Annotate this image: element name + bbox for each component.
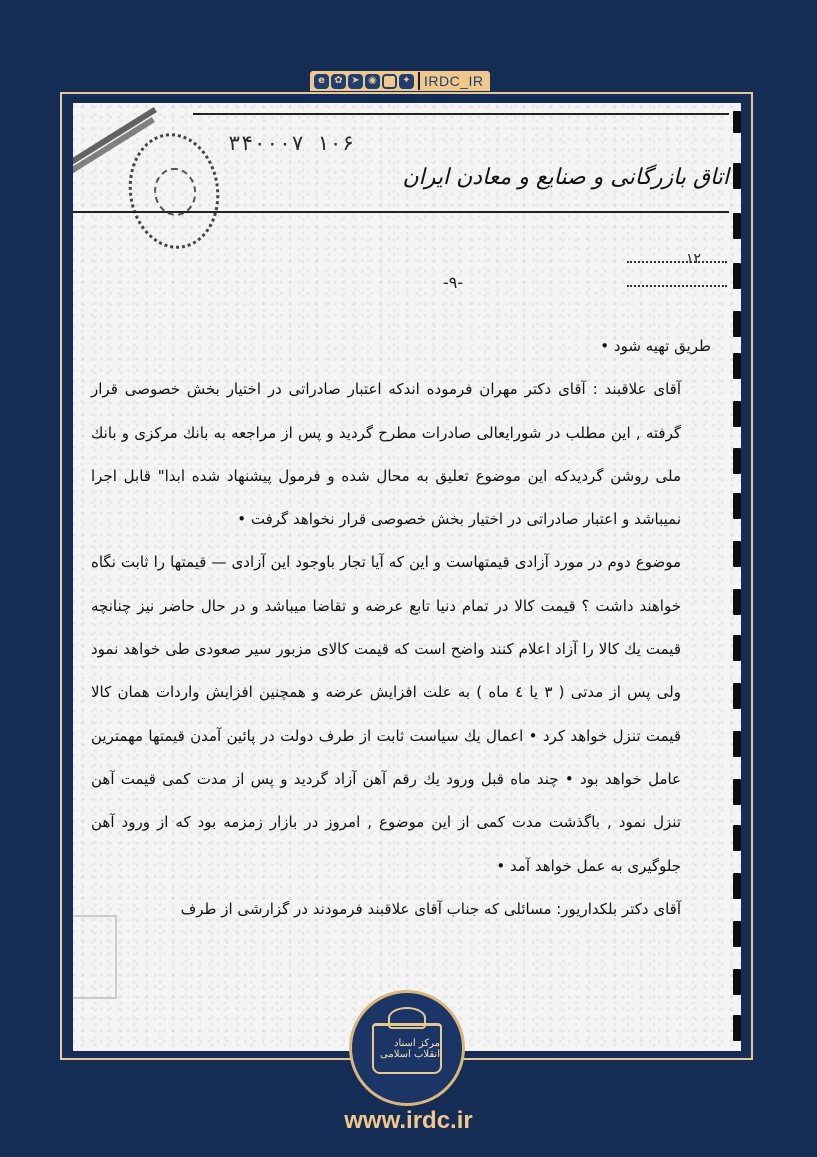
bale-icon[interactable]: ✿ [331, 74, 346, 89]
side-number: ١٢ [685, 251, 701, 267]
document-body [91, 325, 711, 931]
twitter-icon[interactable]: ✦ [399, 74, 414, 89]
website-link[interactable]: www.irdc.ir [344, 1107, 473, 1134]
watermark-logo [73, 915, 117, 999]
rubika-icon[interactable]: ◉ [365, 74, 380, 89]
logo-book-icon [372, 1023, 442, 1074]
document-scan [73, 103, 741, 1051]
social-badge [310, 71, 490, 91]
page-marker: -٩- [443, 273, 464, 292]
social-handle: IRDC_IR [424, 73, 484, 89]
official-seal [121, 127, 226, 254]
header-rule [193, 113, 729, 115]
telegram-icon[interactable]: ➤ [348, 74, 363, 89]
irdc-logo[interactable] [349, 990, 465, 1106]
paragraph: آقای دکتر بلکداریور: مسائلی که جناب آقای علاقبند فرمودند در گزارشی از طرف [180, 899, 681, 918]
header-rule [73, 211, 729, 213]
badge-divider [418, 72, 420, 90]
paragraph: آقای علاقبند : آقای دکتر مهران فرموده اندکه اعتبار صادراتی در اختیار بخش خصوصی قرار گرفته , این مطلب در شورایعالی صادرات مطرح گردید و پس از مراجعه به بانك مرکزی و بانك ملی روشن گردیدکه این موضوع تعلیق به محال شده و فرمول پیشنهاد شده ابدا" قابل اجرا نمیباشد و اعتبار صادراتی در اختیار بخش خصوصی قرار نخواهد گرفت • [91, 380, 681, 529]
logo-text: مرکز اسناد انقلاب اسلامی [380, 1037, 440, 1060]
paragraph: طریق تهیه شود • [600, 337, 711, 355]
eitaa-icon[interactable]: e [314, 74, 329, 89]
binding-marks [733, 103, 741, 1051]
dotted-line [627, 285, 727, 287]
paragraph: موضوع دوم در مورد آزادی قیمتهاست و این که آیا تجار باوجود این آزادی — قیمتها را ثابت نگاه خواهند داشت ؟ قیمت کالا در تمام دنیا تابع عرضه و تقاضا میباشد و در حال حاضر نیز چنانچه قیمت یك کالا را آزاد اعلام کنند واضح است که قیمت کالای مزبور سیر صعودی طی خواهد نمود ولی پس از مدتی ( ٣ یا ٤ ماه ) به علت افزایش عرضه و همچنین افزایش واردات همان کالا قیمت تنزل خواهد کرد • اعمال یك سیاست ثابت از طرف دولت در پائین آمدن قیمتها مهمترین عامل خواهد بود • چند ماه قبل ورود یك رقم آهن آزاد گردید و پس از مدت کمی قیمت آهن تنزل نمود , باگذشت مدت کمی از این موضوع , امروز در بازار زمزمه بود که از ورود آهن جلوگیری به عمل خواهد آمد • [91, 553, 681, 875]
dotted-line [627, 261, 727, 263]
letterhead: اتاق بازرگانی و صنایع و معادن ایران [402, 165, 729, 190]
instagram-icon[interactable] [382, 74, 397, 89]
document-number: ٣۴١٠ ٠٠٠٧۶ [228, 131, 355, 155]
